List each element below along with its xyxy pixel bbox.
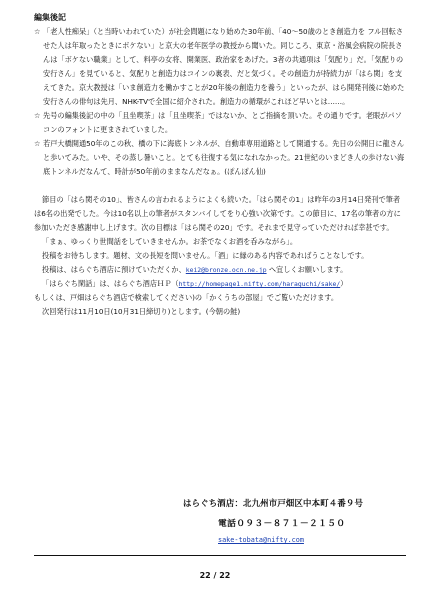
star-icon: ☆ [34,139,41,148]
content-area [34,12,406,319]
shop-address: はらぐち酒店：北九州市戸畑区中本町４番９号 [183,498,364,508]
paragraph-search: もしくは、戸畑はらぐち酒店で検索してください)の「かくうちの部屋」でご覧いただけます。 [34,293,339,302]
note-item [34,25,406,109]
paragraph-homepage [34,277,406,291]
note-text: 若戸大橋開通50年のこの秋、橋の下に海底トンネルが、自動車専用道路として開通する。先日の公開日に龍さんと歩いてみた。いや、その蒸し暑いこと。とても往復する気になれなかった。21世紀のいまどき人の歩けない海底トンネルだなんて、時計が50年前のままなんだなぁ。(ぽんぽん仙) [43,139,405,176]
star-icon: ☆ [34,111,41,120]
paragraph-submissions: 投稿をお待ちします。題材、文の長短を問いません。「酒」に縁のある内容であればうことなしです。 [42,251,369,260]
shop-phone: 電話０９３－８７１－２１５０ [218,519,346,529]
paragraph-next-issue: 次回発行は11月10日(10月31日締切り)とします。(今朝の鮭) [42,307,241,316]
homepage-text-tail: ） [340,279,348,288]
paragraph-contact [34,263,406,277]
spacer [34,179,406,193]
page-number: 22 / 22 [199,571,231,580]
note-text: 「老人性痴呆」（と当時いわれていた）が社会問題になり始めた30年前、「40〜50歳のとき創造力を フル回転させた人は年取ったときにボケない」と京大の老年医学の教授から聞いた。同じころ、東京・浴風会病院の院長さんは「ボケない職業」として、料亭の女将、開業医、政治家をあげた。3者の共通項は「気配り」だ。「気配りの安行さん」を見ていると、気配りと創造力はコインの裏表、だと気づく。その創造力が持続力が「はら関」を支えてきた。京大教授は「いま創造力を働かすことが20年後の創造力を養う」といったが、はら開発刊後に始めた安行さんの俳句は先月、NHK-TVで全国に紹介された。創造力の循環がこれほど早いとは……。 [43,27,405,106]
contact-text: 投稿は、はらぐち酒店に預けていただくか、 [42,265,186,274]
contact-text-tail: へ宜しくお願いします。 [266,265,348,274]
paragraph-milestone: 節目の「はら関その10」、皆さんの言われるようによくも続いた。「はら関その1」は昨年の3月14日発刊で筆者は6名の出発でした。今は10名以上の筆者がスタンバイしてをり心強い次第です。この節目に、17名の筆者の方に参加いただき感謝申し上げます。次の目標は「はら関その20」です。それまで見守っていただければ幸甚です。 [34,195,401,232]
star-icon: ☆ [34,27,41,36]
homepage-link[interactable]: http://homepage1.nifty.com/haraguchi/sake/ [178,280,341,288]
footer-divider [34,555,406,556]
shop-email-link[interactable]: sake-tobata@nifty.com [218,536,304,544]
email-link[interactable]: kei2@bronze.ocn.ne.jp [185,266,267,274]
note-item [34,137,406,179]
paragraph-invitation: 「まぁ、ゆっくり世間話をしていきませんか。お茶でなくお酒を呑みながら」。 [42,237,298,246]
note-item [34,109,406,137]
section-heading: 編集後記 [34,13,66,22]
note-text: 先号の編集後記の中の「且坐喫茶」は「且坐喫茶」ではないか、とご指摘を頂いた。その通りです。老眼がパソコンのフォントに更まされていました。 [43,111,402,134]
homepage-text: 「はらぐち閑話」は、はらぐち酒店ＨＰ（ [42,279,179,288]
